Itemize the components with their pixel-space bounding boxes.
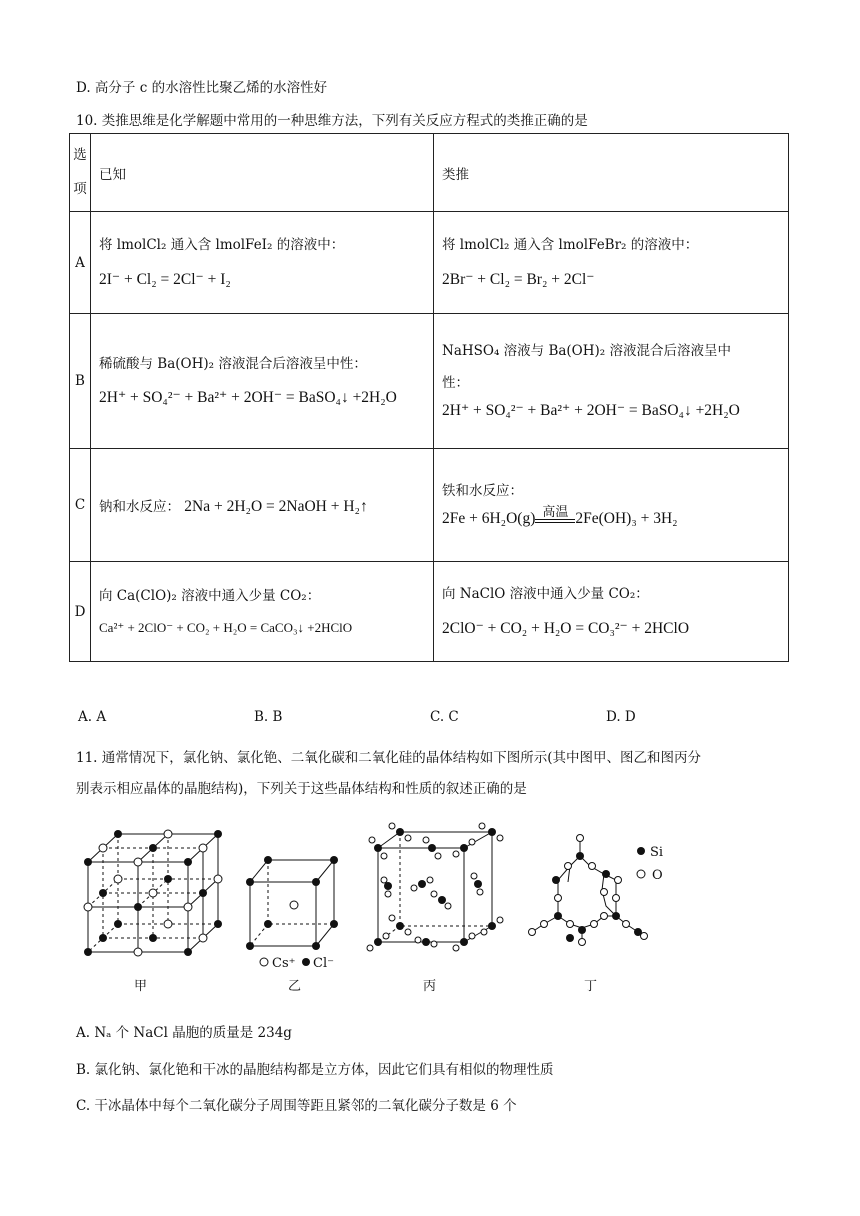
equation: 2Na + 2H₂O = 2NaOH + H₂↑ — [184, 497, 368, 515]
prev-option-d: D. 高分子 c 的水溶性比聚乙烯的水溶性好 — [76, 80, 328, 96]
q11-stem-1: 11. 通常情况下，氯化钠、氯化铯、二氧化碳和二氧化硅的晶体结构如下图所示(其中图甲、图乙和图丙分 — [76, 750, 702, 766]
choice-a[interactable]: A. Nₐ 个 NaCl 晶胞的质量是 234g — [76, 1025, 292, 1041]
equation: Ca²⁺ + 2ClO⁻ + CO₂ + H₂O = CaCO₃↓ +2HClO — [99, 620, 353, 636]
table-row — [70, 562, 789, 662]
answer-b[interactable]: B. B — [254, 709, 283, 725]
q11-stem-2: 别表示相应晶体的晶胞结构)，下列关于这些晶体结构和性质的叙述正确的是 — [76, 781, 527, 797]
equation: 2H⁺ + SO₄²⁻ + Ba²⁺ + 2OH⁻ = BaSO₄↓ +2H₂O — [99, 389, 397, 407]
answer-a[interactable]: A. A — [78, 709, 107, 725]
legend-cs-label: Cs⁺ — [272, 956, 296, 971]
equation: 2H⁺ + SO₄²⁻ + Ba²⁺ + 2OH⁻ = BaSO₄↓ +2H₂O — [442, 402, 740, 420]
fig-label-bing: 丙 — [423, 979, 437, 994]
nacl-ions — [84, 830, 222, 956]
sio2-network-figure — [532, 838, 638, 942]
option-label: B — [70, 314, 91, 449]
table-row — [70, 212, 789, 314]
analog-cell: 铁和水反应： 2Fe + 6H₂O(g) 高温 2Fe(OH)₃ + 3H₂ — [434, 449, 789, 562]
choice-c[interactable]: C. 干冰晶体中每个二氧化碳分子周围等距且紧邻的二氧化碳分子数是 6 个 — [76, 1098, 517, 1114]
equation: 2ClO⁻ + CO₂ + H₂O = CO₃²⁻ + 2HClO — [442, 619, 690, 637]
table-row — [70, 449, 789, 562]
q10-table — [69, 133, 789, 662]
fig-label-yi: 乙 — [288, 979, 302, 994]
table-row — [70, 134, 789, 212]
header-analog: 类推 — [434, 134, 789, 212]
table-row — [70, 314, 789, 449]
header-known: 已知 — [91, 134, 434, 212]
option-label: D — [70, 562, 91, 662]
analog-cell: 将 lmolCl₂ 通入含 lmolFeBr₂ 的溶液中： 2Br⁻ + Cl₂ = Br₂ + 2Cl⁻ — [434, 212, 789, 314]
equation: 2Br⁻ + Cl₂ = Br₂ + 2Cl⁻ — [442, 270, 595, 288]
q10-stem: 10. 类推思维是化学解题中常用的一种思维方法，下列有关反应方程式的类推正确的是 — [76, 113, 588, 129]
crystal-figures — [70, 818, 710, 993]
fig-label-ding: 丁 — [584, 979, 598, 994]
legend-si-label: Si — [650, 845, 664, 860]
known-cell: 向 Ca(ClO)₂ 溶液中通入少量 CO₂： Ca²⁺ + 2ClO⁻ + CO₂ + H₂O = CaCO₃↓ +2HClO — [91, 562, 434, 662]
option-label: C — [70, 449, 91, 562]
co2-molecules — [367, 823, 503, 951]
option-label: A — [70, 212, 91, 314]
fig-label-jia: 甲 — [134, 979, 148, 994]
analog-cell: 向 NaClO 溶液中通入少量 CO₂： 2ClO⁻ + CO₂ + H₂O = CO₃²⁻ + 2HClO — [434, 562, 789, 662]
equation: 2I⁻ + Cl₂ = 2Cl⁻ + I₂ — [99, 270, 231, 288]
known-cell: 将 lmolCl₂ 通入含 lmolFeI₂ 的溶液中： 2I⁻ + Cl₂ = 2Cl⁻ + I₂ — [91, 212, 434, 314]
answer-c[interactable]: C. C — [430, 709, 459, 725]
answer-d[interactable]: D. D — [606, 709, 636, 725]
legend-o-label: O — [652, 868, 663, 883]
header-option: 选 项 — [70, 134, 91, 212]
choice-b[interactable]: B. 氯化钠、氯化铯和干冰的晶胞结构都是立方体，因此它们具有相似的物理性质 — [76, 1062, 554, 1078]
condition-label: 高温 — [542, 504, 569, 520]
equation: 2Fe + 6H₂O(g) 高温 2Fe(OH)₃ + 3H₂ — [442, 510, 780, 528]
known-cell: 钠和水反应： 2Na + 2H₂O = 2NaOH + H₂↑ — [91, 449, 434, 562]
sio2-atoms — [529, 835, 648, 946]
legend-cl-label: Cl⁻ — [313, 956, 334, 971]
known-cell: 稀硫酸与 Ba(OH)₂ 溶液混合后溶液呈中性： 2H⁺ + SO₄²⁻ + Ba²⁺ + 2OH⁻ = BaSO₄↓ +2H₂O — [91, 314, 434, 449]
analog-cell: NaHSO₄ 溶液与 Ba(OH)₂ 溶液混合后溶液呈中 性： 2H⁺ + SO₄²⁻ + Ba²⁺ + 2OH⁻ = BaSO₄↓ +2H₂O — [434, 314, 789, 449]
